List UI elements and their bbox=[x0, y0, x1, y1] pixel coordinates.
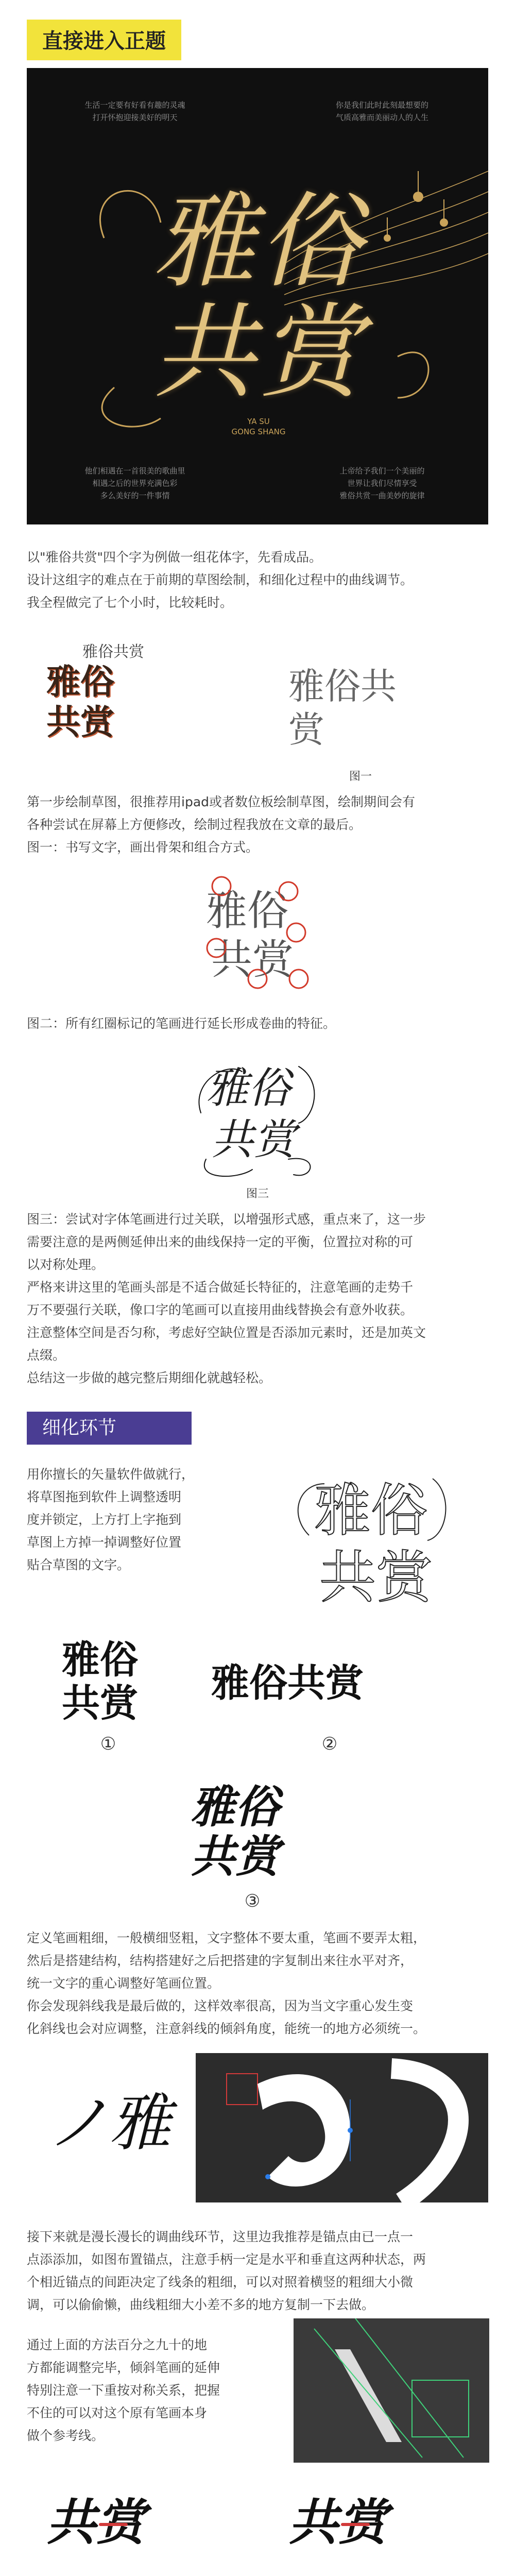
text-line: 点添添加，如图布置锚点，注意手柄一定是水平和垂直这两种状态，两 bbox=[27, 2252, 426, 2267]
highlight-mark-b bbox=[340, 2514, 371, 2535]
text-line: 度并锁定，上方打上字拖到 bbox=[27, 1512, 182, 1527]
text-line: 各种尝试在屏幕上方便修改，绘制过程我放在文章的最后。 bbox=[27, 817, 362, 832]
text-line: 以"雅俗共赏"四个字为例做一组花体字，先看成品。 bbox=[27, 550, 322, 565]
stage-3-number: ③ bbox=[244, 1891, 261, 1911]
sketch-label: 雅俗共赏 bbox=[82, 643, 144, 661]
hero-left-line: 打开怀抱迎接美好的明天 bbox=[92, 113, 178, 122]
text-line: 调，可以偷偷懒，曲线粗细大小差不多的地方复制一下去做。 bbox=[27, 2297, 375, 2312]
text-line: 我全程做完了七个小时，比较耗时。 bbox=[27, 595, 233, 610]
text-line: 通过上面的方法百分之九十的地 bbox=[27, 2337, 208, 2352]
step2-paragraph bbox=[27, 1012, 488, 1035]
figure-1-sketch bbox=[41, 639, 258, 752]
hero-right-line: 你是我们此时此刻最想要的 bbox=[335, 100, 428, 110]
text-line: 做个参考线。 bbox=[27, 2428, 105, 2443]
figure-1-outline: 雅俗共赏 bbox=[288, 665, 397, 751]
text-line: 草图上方掉一掉调整好位置 bbox=[27, 1535, 182, 1550]
section-tag: 直接进入正题 bbox=[27, 20, 181, 60]
hero-pinyin-line: YA SU bbox=[247, 417, 270, 426]
stroke-weight-paragraph bbox=[27, 1927, 488, 2040]
svg-text:共赏: 共赏 bbox=[319, 1545, 433, 1611]
ya-sketch-text: ノ雅 bbox=[47, 2088, 171, 2159]
curve-adjust-paragraph bbox=[27, 2226, 488, 2316]
guideline-canvas bbox=[294, 2318, 489, 2463]
text-line: 点缀。 bbox=[27, 1348, 66, 1363]
text-line: 贴合草图的文字。 bbox=[27, 1557, 130, 1572]
step1-paragraph bbox=[27, 791, 488, 859]
text-line: 万不要强行关联，像口字的笔画可以直接用曲线替换会有意外收获。 bbox=[27, 1302, 414, 1317]
text-line: 设计这组字的难点在于前期的草图绘制，和细化过程中的曲线调节。 bbox=[27, 572, 414, 587]
hero-bottom-right bbox=[305, 465, 459, 502]
svg-text:雅俗: 雅俗 bbox=[206, 887, 288, 935]
figure-1-caption: 图一 bbox=[349, 770, 372, 783]
outline-figure bbox=[288, 1463, 453, 1618]
text-line: 以对称处理。 bbox=[27, 1257, 105, 1272]
text-line: 方都能调整完毕，倾斜笔画的延伸 bbox=[27, 2360, 220, 2375]
text-line: 严格来讲这里的笔画头部是不适合做延长特征的，注意笔画的走势千 bbox=[27, 1280, 414, 1295]
hero-bottom-line: 雅俗共赏一曲美妙的旋律 bbox=[339, 491, 425, 500]
hero-bottom-line: 他们相遇在一首很美的歌曲里 bbox=[84, 466, 185, 476]
text-line: 你会发现斜线我是最后做的，这样效率很高，因为当文字重心发生变 bbox=[27, 1998, 414, 2013]
text-line: 注意整体空间是否匀称，考虑好空缺位置是否添加元素时，还是加英文 bbox=[27, 1325, 426, 1340]
text-line: 不住的可以对这个原有笔画本身 bbox=[27, 2405, 208, 2420]
hero-title: 雅俗共赏 bbox=[152, 182, 365, 413]
text-line: 第一步绘制草图，很推荐用ipad或者数位板绘制草图，绘制期间会有 bbox=[27, 794, 416, 809]
stage-1-figure: 雅俗 共赏 bbox=[62, 1638, 138, 1725]
hero-bottom-left bbox=[58, 465, 212, 502]
svg-text:共赏: 共赏 bbox=[211, 1115, 296, 1164]
hero-right-line: 气质高雅而美丽动人的人生 bbox=[335, 113, 428, 122]
stage-2-figure: 雅俗共赏 bbox=[211, 1661, 364, 1705]
text-line: 个相近锚点的间距决定了线条的粗细，可以对照着横竖的粗细大小微 bbox=[27, 2275, 414, 2290]
figure-3-caption: 图三 bbox=[246, 1188, 269, 1200]
text-line: 将草图拖到软件上调整透明 bbox=[27, 1489, 182, 1504]
hero-bottom-line: 相遇之后的世界充满色彩 bbox=[92, 479, 178, 488]
gongshang-variant-a: 共赏 bbox=[46, 2493, 145, 2551]
figure-3-sketch bbox=[196, 1051, 319, 1180]
colored-draft: 雅俗共赏 bbox=[46, 662, 114, 742]
vector-editor-screenshot bbox=[196, 2053, 488, 2202]
refine-paragraph bbox=[27, 1463, 233, 1577]
text-line: 图三：尝试对字体笔画进行过关联，以增强形式感，重点来了，这一步 bbox=[27, 1212, 426, 1227]
stage-1-number: ① bbox=[100, 1734, 116, 1754]
svg-text:共赏: 共赏 bbox=[211, 936, 294, 984]
hero-pinyin bbox=[186, 416, 331, 437]
text-line: 特别注意一下重按对称关系，把握 bbox=[27, 2383, 220, 2398]
text-line: 图一：书写文字，画出骨架和组合方式。 bbox=[27, 840, 259, 855]
text-line: 统一文字的重心调整好笔画位置。 bbox=[27, 1976, 220, 1991]
figure-2-sketch bbox=[201, 876, 314, 999]
hero-poster bbox=[27, 68, 488, 524]
text-line: 接下来就是漫长漫长的调曲线环节，这里边我推荐是锚点由已一点一 bbox=[27, 2229, 414, 2244]
section-header: 细化环节 bbox=[27, 1412, 192, 1445]
hero-left-line: 生活一定要有好看有趣的灵魂 bbox=[84, 100, 185, 110]
text-line: 用你擅长的矢量软件做就行， bbox=[27, 1467, 195, 1482]
text-line: 图二：所有红圈标记的笔画进行延长形成卷曲的特征。 bbox=[27, 1016, 336, 1031]
text-line: 化斜线也会对应调整，注意斜线的倾斜角度，能统一的地方必须统一。 bbox=[27, 2021, 426, 2036]
svg-text:雅俗: 雅俗 bbox=[314, 1478, 427, 1544]
intro-paragraph bbox=[27, 546, 488, 614]
hero-pinyin-line: GONG SHANG bbox=[231, 427, 286, 436]
text-line: 总结这一步做的越完整后期细化就越轻松。 bbox=[27, 1370, 272, 1385]
stage-2-number: ② bbox=[321, 1734, 338, 1754]
gongshang-variant-b: 共赏 bbox=[288, 2493, 387, 2551]
ya-sketch-panel bbox=[27, 2053, 181, 2187]
svg-text:雅俗: 雅俗 bbox=[206, 1064, 290, 1113]
guideline-screenshot bbox=[294, 2318, 489, 2463]
step3-paragraph bbox=[27, 1208, 488, 1389]
guideline-paragraph bbox=[27, 2334, 274, 2447]
hero-bottom-line: 多么美好的一件事情 bbox=[100, 491, 170, 500]
hero-bottom-line: 世界让我们尽情享受 bbox=[347, 479, 417, 488]
stage-3-figure: 雅俗 共赏 bbox=[191, 1781, 279, 1883]
highlight-mark-a bbox=[98, 2514, 129, 2535]
text-line: 然后是搭建结构，结构搭建好之后把搭建的字复制出来往水平对齐， bbox=[27, 1953, 414, 1968]
editor-canvas bbox=[196, 2053, 488, 2202]
text-line: 定义笔画粗细，一般横细竖粗，文字整体不要太重，笔画不要弄太粗， bbox=[27, 1930, 426, 1945]
hero-bottom-line: 上帝给予我们一个美丽的 bbox=[339, 466, 425, 476]
text-line: 需要注意的是两侧延伸出来的曲线保持一定的平衡，位置拉对称的可 bbox=[27, 1234, 414, 1249]
